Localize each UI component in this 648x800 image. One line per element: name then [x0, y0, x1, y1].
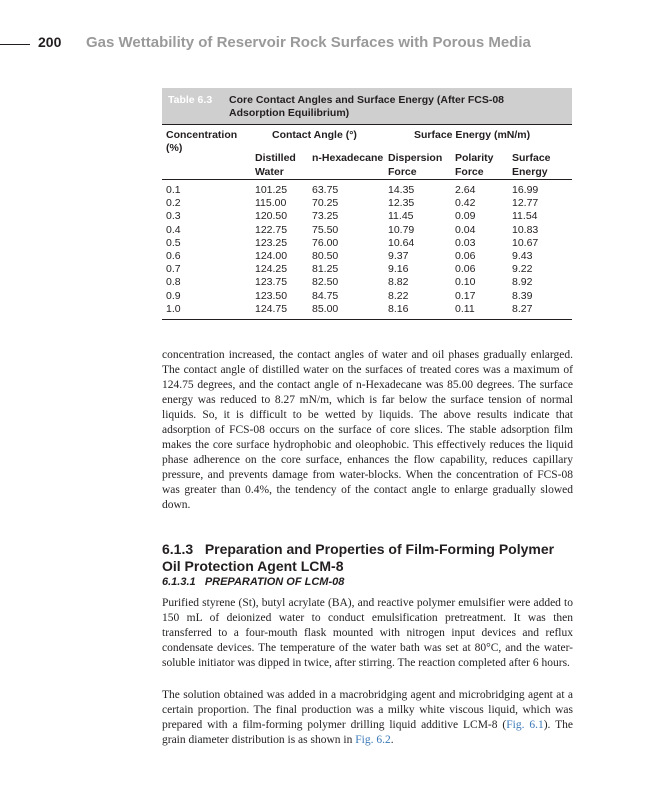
- section-number: 6.1.3: [162, 541, 194, 557]
- cell-n-hexadecane: 63.75: [312, 184, 339, 196]
- page-number: 200: [38, 34, 62, 50]
- table-row: [162, 250, 572, 263]
- cell-surface-energy: 11.54: [512, 210, 538, 223]
- cell-concentration: 0.4: [166, 223, 181, 236]
- header-surface-energy: Surface Energy (mN/m): [414, 129, 531, 141]
- subsection-number: 6.1.3.1: [162, 576, 196, 588]
- cell-distilled-water: 124.25: [255, 263, 288, 276]
- cell-surface-energy: 8.92: [512, 276, 533, 289]
- cell-polarity-force: 0.11: [455, 302, 475, 315]
- section-title: Preparation and Properties of Film-Forming Polymer Oil Protection Agent LCM-8: [162, 541, 555, 574]
- table-rule-bottom: [162, 319, 572, 320]
- cell-distilled-water: 123.25: [255, 236, 288, 249]
- cell-polarity-force: 0.06: [455, 249, 476, 262]
- cell-n-hexadecane: 84.75: [312, 289, 339, 302]
- header-contact-angle: Contact Angle (°): [272, 129, 357, 141]
- table-row: [162, 263, 572, 276]
- subsection-title: PREPARATION OF LCM-08: [204, 576, 345, 588]
- cell-polarity-force: 2.64: [455, 184, 476, 196]
- cell-concentration: 0.6: [166, 249, 181, 262]
- cell-dispersion-force: 8.16: [388, 302, 409, 315]
- cell-surface-energy: 10.83: [512, 223, 539, 236]
- cell-distilled-water: 122.75: [255, 223, 288, 236]
- table-row: [162, 290, 572, 303]
- cell-surface-energy: 9.43: [512, 249, 533, 262]
- cell-polarity-force: 0.09: [455, 210, 476, 223]
- cell-surface-energy: 10.67: [512, 236, 539, 249]
- cell-n-hexadecane: 75.50: [312, 223, 339, 236]
- section-heading: [162, 541, 573, 575]
- cell-n-hexadecane: 70.25: [312, 197, 339, 210]
- paragraph-3-text-after: .: [390, 734, 394, 747]
- cell-dispersion-force: 8.82: [388, 276, 409, 289]
- table-body: [162, 180, 572, 319]
- table-row: [162, 224, 572, 237]
- table-row: [162, 276, 572, 289]
- body-paragraph-3: [162, 688, 573, 748]
- cell-distilled-water: 123.75: [255, 276, 288, 289]
- cell-n-hexadecane: 81.25: [312, 263, 339, 276]
- cell-dispersion-force: 9.16: [388, 263, 409, 276]
- cell-n-hexadecane: 76.00: [312, 236, 339, 249]
- book-title: Gas Wettability of Reservoir Rock Surfaces with Porous Media: [86, 34, 531, 51]
- cell-dispersion-force: 12.35: [388, 197, 415, 210]
- table-label: Table 6.3: [168, 94, 213, 106]
- cell-surface-energy: 12.77: [512, 197, 539, 210]
- cell-concentration: 0.5: [166, 236, 181, 249]
- header-n-hexadecane: n-Hexadecane: [312, 152, 384, 164]
- cell-dispersion-force: 11.45: [388, 210, 414, 223]
- header-polarity-force: Polarity Force: [455, 152, 494, 178]
- paragraph-3-text-before: The solution obtained was added in a macrobridging agent and microbridging agent at a certain proportion. The final production was a milky white viscous liquid, which was prepared with a film-forming polymer drilling liquid additive LCM-8 (: [162, 689, 573, 732]
- cell-n-hexadecane: 73.25: [312, 210, 339, 223]
- table-row: [162, 237, 572, 250]
- cell-polarity-force: 0.10: [455, 276, 476, 289]
- table-row: [162, 197, 572, 210]
- cell-dispersion-force: 14.35: [388, 184, 415, 196]
- cell-dispersion-force: 9.37: [388, 249, 409, 262]
- table-row: [162, 184, 572, 197]
- cell-distilled-water: 124.75: [255, 302, 288, 315]
- cell-concentration: 0.3: [166, 210, 181, 223]
- cell-distilled-water: 124.00: [255, 249, 288, 262]
- cell-distilled-water: 115.00: [255, 197, 287, 210]
- table-caption: [162, 88, 572, 124]
- figure-link-6-2[interactable]: Fig. 6.2: [355, 734, 391, 747]
- table-title: Core Contact Angles and Surface Energy (After FCS-08 Adsorption Equilibrium): [229, 94, 504, 119]
- cell-polarity-force: 0.04: [455, 223, 476, 236]
- cell-n-hexadecane: 85.00: [312, 302, 339, 315]
- header-concentration: Concentration (%): [166, 129, 238, 154]
- cell-surface-energy: 9.22: [512, 263, 533, 276]
- body-paragraph-2: Purified styrene (St), butyl acrylate (BA), and reactive polymer emulsifier were added to 150 mL of deionized water to conduct emulsification pretreatment. It was then transferred to a four-mouth flask mounted with nitrogen input devices and reflux condensate devices. The temperature of the water bath was set at 80°C, and the water-soluble initiator was dipped in twice, after stirring. The reaction completed after 6 hours.: [162, 597, 573, 670]
- table-row: [162, 210, 572, 223]
- body-paragraph-1: concentration increased, the contact angles of water and oil phases gradually enlarged. The contact angle of distilled water on the surfaces of treated cores was a maximum of 124.75 degrees, and the contact angle of n-Hexadecane was 85.00 degrees. The surface energy was reduced to 8.27 mN/m, which is far below the surface tension of normal liquids. So, it is difficult to be wetted by liquids. The above results indicate that adsorption of FCS-08 occurs on the surface of core slices. The stable adsorption film makes the core surface hydrophobic and oleophobic. This effectively reduces the liquid phase adherence on the core surface, enhances the flow capability, reduces capillary pressure, and prevents damage from water-blocks. When the concentration of FCS-08 was greater than 0.4%, the tendency of the contact angle to enlarge gradually slowed down.: [162, 349, 573, 512]
- cell-n-hexadecane: 80.50: [312, 249, 339, 262]
- cell-surface-energy: 16.99: [512, 184, 539, 196]
- header-surface-energy-sub: Surface Energy: [512, 152, 551, 178]
- cell-concentration: 0.8: [166, 276, 181, 289]
- cell-dispersion-force: 10.79: [388, 223, 415, 236]
- table-header-row-1: [162, 125, 572, 154]
- cell-distilled-water: 123.50: [255, 289, 288, 302]
- cell-polarity-force: 0.42: [455, 197, 476, 210]
- table-header-row-2: [162, 149, 572, 179]
- running-head: [0, 34, 648, 54]
- figure-link-6-1[interactable]: Fig. 6.1: [506, 719, 544, 732]
- data-table: [162, 88, 572, 320]
- cell-dispersion-force: 10.64: [388, 236, 415, 249]
- cell-polarity-force: 0.17: [455, 289, 476, 302]
- table-row: [162, 303, 572, 316]
- cell-concentration: 0.9: [166, 289, 181, 302]
- cell-concentration: 1.0: [166, 302, 181, 315]
- cell-distilled-water: 120.50: [255, 210, 288, 223]
- cell-surface-energy: 8.39: [512, 289, 533, 302]
- cell-concentration: 0.2: [166, 197, 181, 210]
- paragraph-3-text-middle: ). The grain diameter distribution is as shown in: [162, 719, 573, 747]
- cell-polarity-force: 0.06: [455, 263, 476, 276]
- cell-concentration: 0.7: [166, 263, 181, 276]
- cell-distilled-water: 101.25: [255, 184, 288, 196]
- cell-polarity-force: 0.03: [455, 236, 476, 249]
- running-head-rule: [0, 44, 30, 45]
- header-distilled-water: Distilled Water: [255, 152, 296, 178]
- cell-surface-energy: 8.27: [512, 302, 533, 315]
- cell-n-hexadecane: 82.50: [312, 276, 339, 289]
- cell-dispersion-force: 8.22: [388, 289, 409, 302]
- cell-concentration: 0.1: [166, 184, 181, 196]
- header-dispersion-force: Dispersion Force: [388, 152, 443, 178]
- subsection-heading: [162, 576, 344, 588]
